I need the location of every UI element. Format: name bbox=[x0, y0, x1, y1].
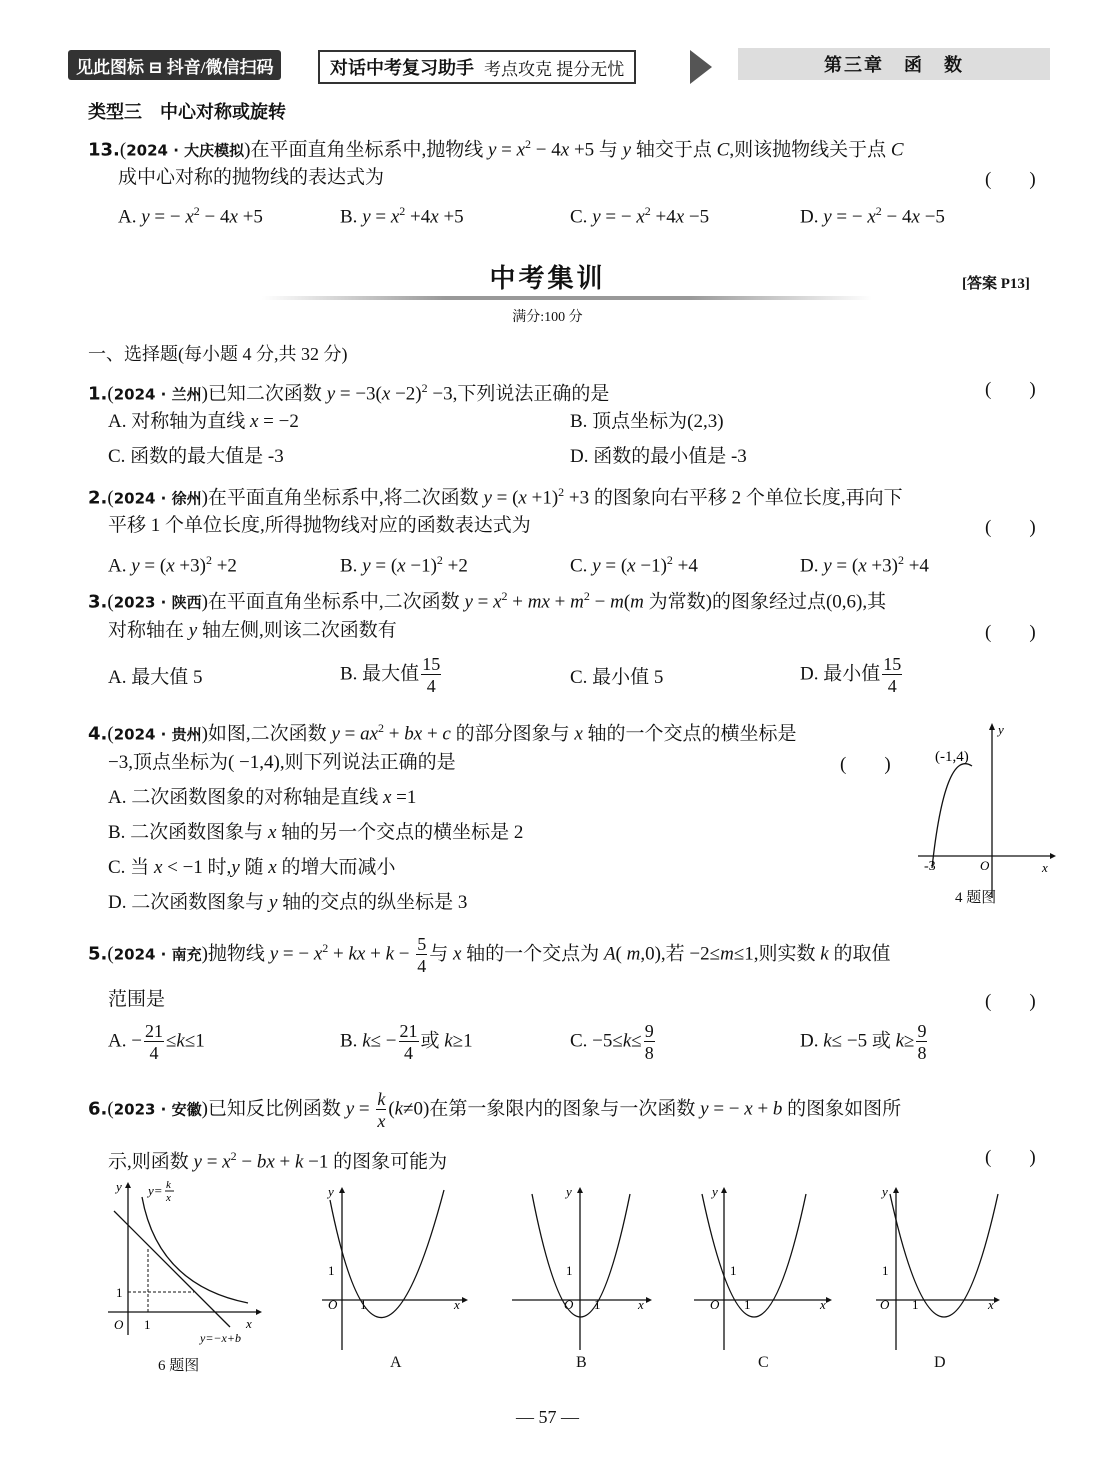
q4-figure bbox=[910, 718, 1060, 908]
svg-text:k: k bbox=[166, 1179, 171, 1191]
q3-option-c: C. 最小值 5 bbox=[570, 667, 664, 688]
svg-text:y=−x+b: y=−x+b bbox=[200, 1331, 241, 1345]
q5-option-b: B. k≤ − $\frac{21}{4}$ 或 k≥1 bbox=[340, 1021, 473, 1063]
svg-text:1: 1 bbox=[116, 1285, 123, 1300]
q1-option-d: D. 函数的最小值是 -3 bbox=[570, 446, 747, 467]
answer-bracket: ( ) bbox=[985, 169, 1036, 190]
svg-text:O: O bbox=[710, 1297, 720, 1312]
q3-stem: 3.(2023 · 陕西)在平面直角坐标系中,二次函数 $y = x^2$ + mx + $m^2 - m(m$ 为常数)的图象经过点(0,6),其 bbox=[88, 589, 887, 613]
svg-text:x: x bbox=[454, 1297, 460, 1312]
svg-text:y: y bbox=[328, 1184, 334, 1199]
q13-option-c: C. y = − $x^2 +4x -5$ bbox=[570, 204, 710, 228]
q5-option-a: A. − $\frac{21}{4}$ ≤k≤1 bbox=[108, 1021, 205, 1063]
answer-bracket: ( ) bbox=[840, 754, 891, 775]
svg-text:x: x bbox=[166, 1192, 171, 1204]
svg-text:1: 1 bbox=[566, 1263, 573, 1278]
q13-option-a: A. y = − $x^2 - 4x +5$ bbox=[118, 204, 263, 228]
q4-root-label: -3 bbox=[924, 859, 936, 874]
svg-text:x: x bbox=[820, 1297, 826, 1312]
svg-text:y: y bbox=[566, 1184, 572, 1199]
svg-text:y: y bbox=[998, 722, 1004, 737]
q13-option-d: D. y = − $x^2 - 4x -5$ bbox=[800, 204, 945, 228]
q5-option-c: C. −5≤k≤ $\frac{9}{8}$ bbox=[570, 1021, 654, 1063]
svg-text:1: 1 bbox=[328, 1263, 335, 1278]
q1-option-c: C. 函数的最大值是 -3 bbox=[108, 446, 284, 467]
svg-text:1: 1 bbox=[882, 1263, 889, 1278]
svg-text:y: y bbox=[116, 1179, 122, 1194]
svg-text:O: O bbox=[880, 1297, 890, 1312]
svg-text:1: 1 bbox=[360, 1297, 367, 1312]
header-assistant-banner: 对话中考复习助手 考点攻克 提分无忧 bbox=[318, 50, 636, 84]
q6-option-c-graph bbox=[690, 1180, 850, 1355]
q1-stem: 1.(2024 · 兰州)已知二次函数 $y = -3(x -2)^2 -3$,下列说法正确的是 bbox=[88, 381, 610, 405]
q2-option-a: A. $y = (x +3)^2 +2$ bbox=[108, 553, 237, 577]
q4-option-d: D. 二次函数图象与 y 轴的交点的纵坐标是 3 bbox=[108, 892, 468, 913]
q2-stem: 2.(2024 · 徐州)在平面直角坐标系中,将二次函数 $y = (x +1)^2 +3$ 的图象向右平移 2 个单位长度,再向下 bbox=[88, 485, 903, 509]
type-heading: 类型三 中心对称或旋转 bbox=[88, 102, 286, 123]
svg-text:x: x bbox=[1042, 860, 1048, 875]
q1-option-b: B. 顶点坐标为(2,3) bbox=[570, 411, 724, 432]
q4-stem: 4.(2024 · 贵州)如图,二次函数 $y = ax^2$ + bx + c 的部分图象与 x 轴的一个交点的横坐标是 bbox=[88, 721, 797, 745]
svg-text:y: y bbox=[712, 1184, 718, 1199]
answer-bracket: ( ) bbox=[985, 991, 1036, 1012]
q2-stem-2: 平移 1 个单位长度,所得抛物线对应的函数表达式为 bbox=[108, 515, 531, 536]
q6-option-b-label: B bbox=[576, 1354, 587, 1371]
answer-bracket: ( ) bbox=[985, 622, 1036, 643]
q13-stem: 13.(2024 · 大庆模拟)在平面直角坐标系中,抛物线 $y = x^2 - 4x +5$ 与 y 轴交于点 C,则该抛物线关于点 C bbox=[88, 137, 904, 161]
answer-reference: [答案 P13] bbox=[962, 276, 1030, 292]
q5-stem-2: 范围是 bbox=[108, 989, 166, 1010]
q4-figure-caption: 4 题图 bbox=[955, 890, 997, 906]
chapter-title: 第三章 函 数 bbox=[738, 48, 1050, 80]
answer-bracket: ( ) bbox=[985, 1147, 1036, 1168]
q6-option-c-label: C bbox=[758, 1354, 769, 1371]
q4-option-c: C. 当 x < −1 时,y 随 x 的增大而减小 bbox=[108, 857, 396, 878]
q6-figure-caption: 6 题图 bbox=[158, 1358, 200, 1374]
q6-option-d-graph bbox=[872, 1180, 1032, 1355]
q6-option-d-label: D bbox=[934, 1354, 946, 1371]
svg-text:x: x bbox=[638, 1297, 644, 1312]
q2-option-d: D. $y = (x +3)^2 +4$ bbox=[800, 553, 929, 577]
svg-text:O: O bbox=[114, 1317, 124, 1332]
q6-stem-2: 示,则函数 $y = x^2$ − bx + k −1 的图象可能为 bbox=[108, 1149, 448, 1173]
svg-text:1: 1 bbox=[912, 1297, 919, 1312]
full-score: 满分:100 分 bbox=[512, 310, 583, 325]
header-scan-badge: 见此图标 ⊟ 抖音/微信扫码 bbox=[68, 50, 281, 80]
svg-text:y=: y= bbox=[148, 1183, 163, 1198]
svg-text:1: 1 bbox=[594, 1297, 601, 1312]
page-number: — 57 — bbox=[516, 1407, 579, 1427]
q13-option-b: B. $y = x^2 +4x +5$ bbox=[340, 204, 464, 228]
answer-bracket: ( ) bbox=[985, 379, 1036, 400]
svg-text:y: y bbox=[882, 1184, 888, 1199]
q6-figure bbox=[100, 1175, 275, 1350]
q6-option-b-graph bbox=[508, 1180, 668, 1355]
svg-text:O: O bbox=[980, 858, 990, 873]
q5-option-d: D. k≤ −5 或 k≥ $\frac{9}{8}$ bbox=[800, 1021, 927, 1063]
q13-stem-2: 成中心对称的抛物线的表达式为 bbox=[118, 167, 385, 188]
section-divider bbox=[262, 296, 872, 300]
answer-bracket: ( ) bbox=[985, 517, 1036, 538]
svg-text:O: O bbox=[328, 1297, 338, 1312]
q4-option-a: A. 二次函数图象的对称轴是直线 x =1 bbox=[108, 787, 417, 808]
header-arrow-icon bbox=[690, 50, 712, 84]
q6-stem: 6.(2023 · 安徽)已知反比例函数 y = $\frac{k}{x}$ (k≠0)在第一象限内的图象与一次函数 y = − x + b 的图象如图所 bbox=[88, 1089, 902, 1131]
q6-option-a-label: A bbox=[390, 1354, 402, 1371]
q4-stem-2: −3,顶点坐标为( −1,4),则下列说法正确的是 bbox=[108, 752, 456, 773]
svg-text:O: O bbox=[564, 1297, 574, 1312]
part-heading: 一、选择题(每小题 4 分,共 32 分) bbox=[88, 344, 348, 364]
svg-text:1: 1 bbox=[744, 1297, 751, 1312]
q2-option-c: C. $y = (x -1)^2 +4$ bbox=[570, 553, 698, 577]
q3-option-b: B. 最大值 $\frac{15}{4}$ bbox=[340, 654, 441, 696]
svg-text:1: 1 bbox=[144, 1317, 151, 1332]
svg-text:x: x bbox=[246, 1316, 252, 1331]
svg-text:x: x bbox=[988, 1297, 994, 1312]
q2-option-b: B. $y = (x -1)^2 +2$ bbox=[340, 553, 468, 577]
q4-option-b: B. 二次函数图象与 x 轴的另一个交点的横坐标是 2 bbox=[108, 822, 524, 843]
q3-stem-2: 对称轴在 y 轴左侧,则该二次函数有 bbox=[108, 620, 397, 641]
q1-option-a: A. 对称轴为直线 x = −2 bbox=[108, 411, 299, 432]
q4-vertex-label: (-1,4) bbox=[935, 749, 969, 765]
q3-option-a: A. 最大值 5 bbox=[108, 667, 203, 688]
section-title: 中考集训 bbox=[489, 264, 606, 294]
q6-option-a-graph bbox=[318, 1180, 478, 1355]
q3-option-d: D. 最小值 $\frac{15}{4}$ bbox=[800, 654, 902, 696]
q5-stem: 5.(2024 · 南充)抛物线 y = − $x^2$ + kx + k − $\frac{5}{4}$ 与 x 轴的一个交点为 A( m,0),若 −2≤m≤1,则实数 k 的取值 bbox=[88, 933, 891, 976]
svg-text:1: 1 bbox=[730, 1263, 737, 1278]
